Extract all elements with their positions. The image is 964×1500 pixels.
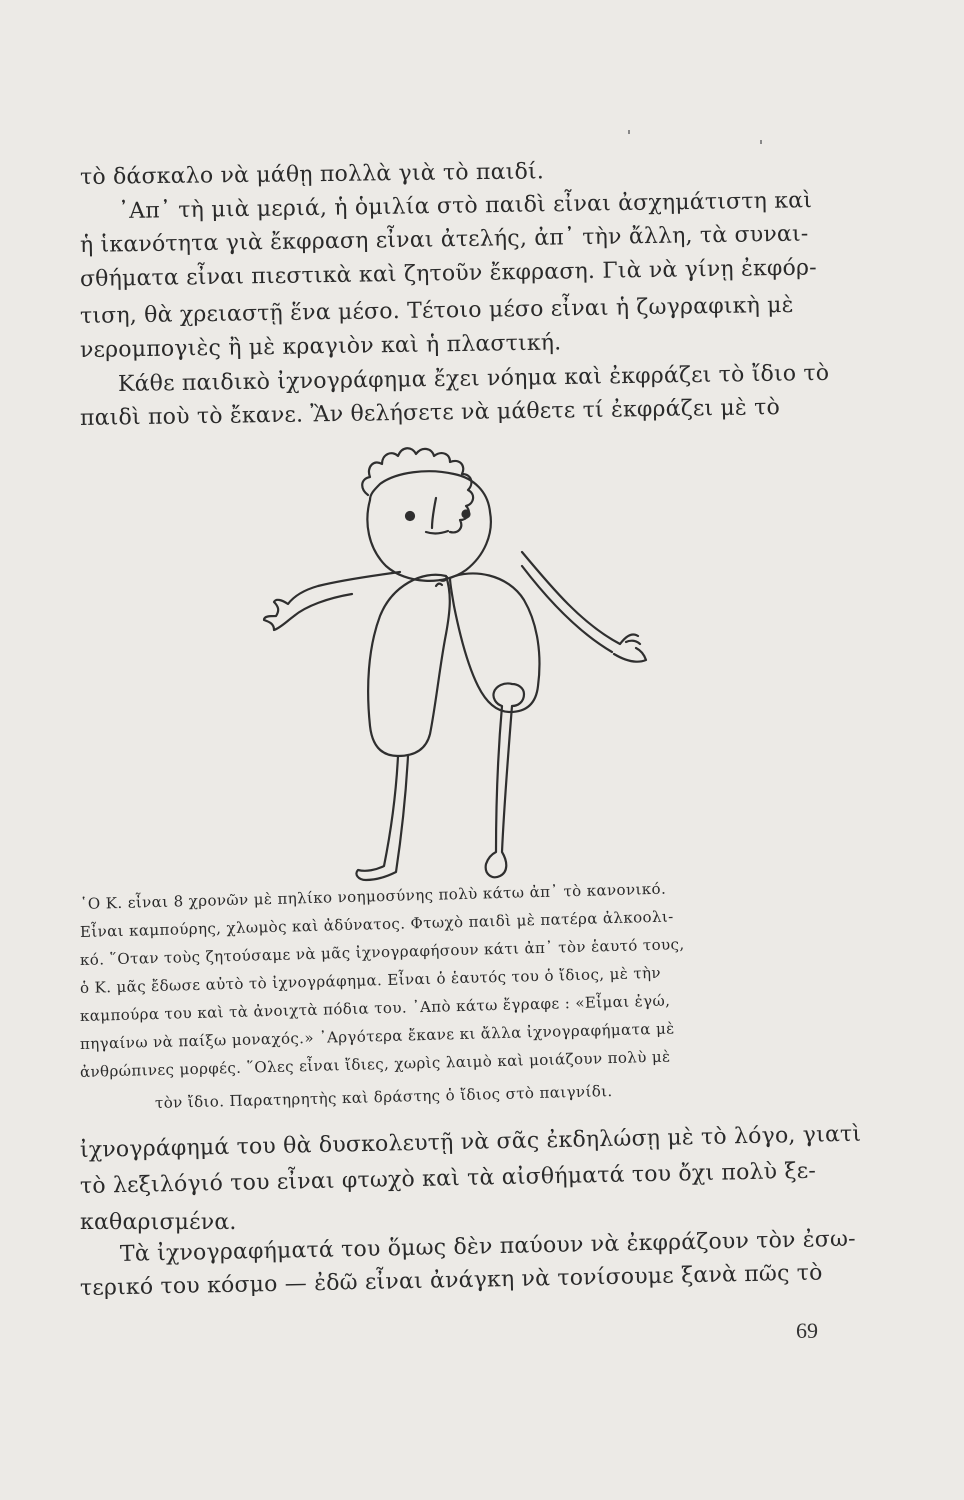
paper-speck	[760, 140, 762, 144]
text-line: σθήματα εἶναι πιεστικὰ καὶ ζητοῦν ἔκφραση. Γιὰ νὰ γίνῃ ἐκφόρ-	[79, 255, 817, 292]
caption-line: κό. ῞Οταν τοὺς ζητούσαμε νὰ μᾶς ἰχνογραφήσουν κάτι ἀπ᾿ τὸν ἑαυτό τους,	[79, 935, 685, 969]
text-line: τὸ δάσκαλο νὰ μάθῃ πολλὰ γιὰ τὸ παιδί.	[79, 159, 545, 190]
child-drawing-figure	[250, 440, 670, 890]
text-line: τὸ λεξιλόγιό του εἶναι φτωχὸ καὶ τὰ αἰσθήματά του ὄχι πολὺ ξε-	[79, 1158, 817, 1199]
caption-line: ὁ Κ. μᾶς ἔδωσε αὐτὸ τὸ ἰχνογράφημα. Εἶναι ὁ ἑαυτός του ὁ ἴδιος, μὲ τὴν	[79, 963, 662, 997]
drawing-right-arm	[522, 552, 646, 662]
caption-line: τὸν ἴδιο. Παρατηρητὴς καὶ δράστης ὁ ἴδιος στὸ παιγνίδι.	[154, 1082, 613, 1112]
drawing-left-eye	[406, 512, 414, 520]
drawing-nose	[426, 498, 448, 533]
text-line: ἡ ἱκανότητα γιὰ ἔκφραση εἶναι ἀτελής, ἀπ᾿ τὴν ἄλλη, τὰ συναι-	[79, 221, 809, 258]
drawing-head	[367, 471, 490, 581]
caption-line: πηγαίνω νὰ παίξω μοναχός.» ᾿Αργότερα ἔκανε κι ἄλλα ἰχνογραφήματα μὲ	[79, 1019, 675, 1053]
caption-line: ἀνθρώπινες μορφές. ῞Ολες εἶναι ἴδιες, χωρὶς λαιμὸ καὶ μοιάζουν πολὺ μὲ	[79, 1047, 671, 1081]
drawing-right-eye	[463, 511, 470, 518]
text-line: Κάθε παιδικὸ ἰχνογράφημα ἔχει νόημα καὶ ἐκφράζει τὸ ἴδιο τὸ	[117, 360, 830, 397]
text-line: τερικό του κόσμο — ἐδῶ εἶναι ἀνάγκη νὰ τονίσουμε ξανὰ πῶς τὸ	[79, 1260, 823, 1301]
drawing-left-leg	[356, 756, 408, 880]
text-line: νερομπογιὲς ἢ μὲ κραγιὸν καὶ ἡ πλαστική.	[79, 330, 562, 363]
text-line: καθαρισμένα.	[80, 1210, 237, 1235]
text-line: ἰχνογράφημά του θὰ δυσκολευτῇ νὰ σᾶς ἐκδηλώσῃ μὲ τὸ λόγο, γιατὶ	[79, 1121, 862, 1163]
drawing-left-arm	[264, 572, 400, 630]
text-line: παιδὶ ποὺ τὸ ἔκανε. Ἂν θελήσετε νὰ μάθετε τί ἐκφράζει μὲ τὸ	[79, 395, 781, 431]
caption-line: ῾Ο Κ. εἶναι 8 χρονῶν μὲ πηλίκο νοημοσύνης πολὺ κάτω ἀπ᾿ τὸ κανονικό.	[79, 879, 667, 913]
text-line: Τὰ ἰχνογραφήματά του ὅμως δὲν παύουν νὰ ἐκφράζουν τὸν ἐσω-	[119, 1226, 857, 1267]
paper-speck	[628, 130, 630, 134]
drawing-body-left	[368, 575, 450, 756]
caption-line: Εἶναι καμπούρης, χλωμὸς καὶ ἀδύνατος. Φτωχὸ παιδὶ μὲ πατέρα ἀλκοολι-	[79, 907, 674, 941]
drawing-hair	[362, 448, 473, 532]
text-line: ᾿Απ᾿ τὴ μιὰ μεριά, ἡ ὁμιλία στὸ παιδὶ εἶναι ἀσχημάτιστη καὶ	[117, 188, 813, 224]
page-number: 69	[796, 1318, 818, 1343]
caption-line: καμπούρα του καὶ τὰ ἀνοιχτὰ πόδια του. ᾿Απὸ κάτω ἔγραφε : «Εἶμαι ἐγώ,	[79, 991, 671, 1025]
text-line: τιση, θὰ χρειαστῇ ἕνα μέσο. Τέτοιο μέσο εἶναι ἡ ζωγραφικὴ μὲ	[79, 292, 794, 329]
